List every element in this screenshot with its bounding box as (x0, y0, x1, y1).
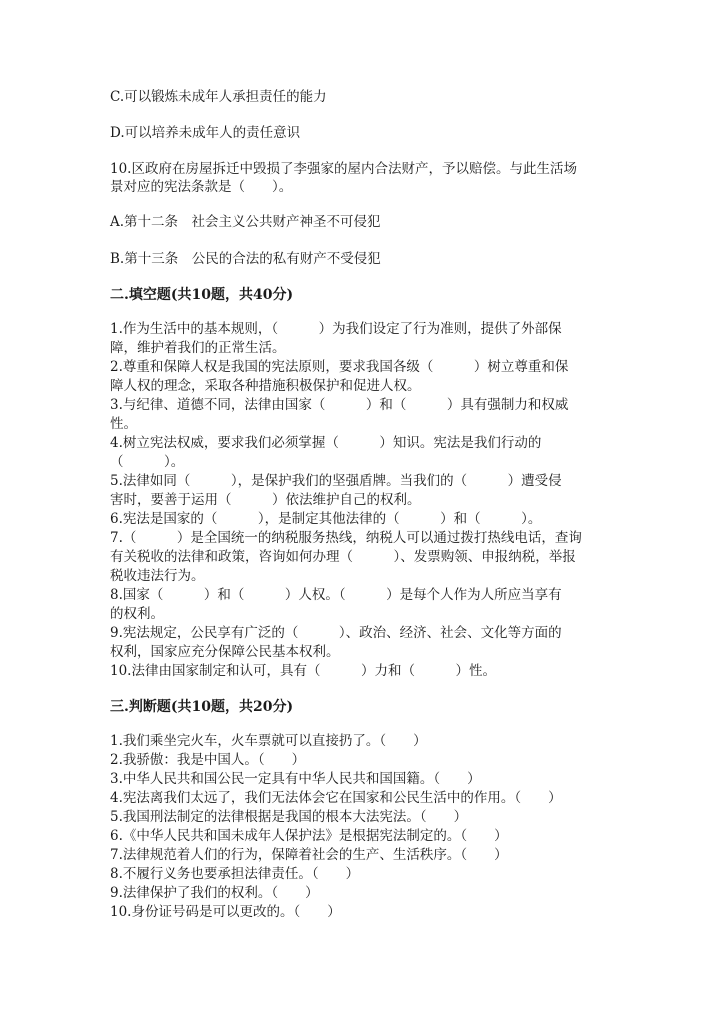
option-d: D.可以培养未成年人的责任意识 (110, 125, 301, 141)
question-10-line-1: 10.区政府在房屋拆迁中毁损了李强家的屋内合法财产，予以赔偿。与此生活场 (110, 161, 577, 177)
fill-line: 5.法律如同（ ），是保护我们的坚强盾牌。当我们的（ ）遭受侵 (110, 473, 562, 489)
fill-line: 性。 (110, 416, 137, 432)
judge-line: 4.宪法离我们太远了，我们无法体会它在国家和公民生活中的作用。（ ） (110, 790, 562, 806)
fill-line: 权利，国家应充分保障公民基本权利。 (110, 644, 340, 660)
section-3-title: 三.判断题(共10题，共20分) (110, 699, 294, 715)
fill-line: 障，维护着我们的正常生活。 (110, 340, 286, 356)
fill-line: 7.（ ）是全国统一的纳税服务热线，纳税人可以通过拨打热线电话，查询 (110, 530, 582, 546)
judge-line: 7.法律规范着人们的行为，保障着社会的生产、生活秩序。（ ） (110, 847, 508, 863)
judge-line: 3.中华人民共和国公民一定具有中华人民共和国国籍。（ ） (110, 771, 481, 787)
fill-line: 2.尊重和保障人权是我国的宪法原则，要求我国各级（ ）树立尊重和保 (110, 359, 569, 375)
fill-line: 4.树立宪法权威，要求我们必须掌握（ ）知识。宪法是我们行动的 (110, 435, 542, 451)
judge-line: 10.身份证号码是可以更改的。（ ） (110, 904, 341, 920)
fill-line: 的权利。 (110, 606, 164, 622)
fill-line: 害时，要善于运用（ ）依法维护自己的权利。 (110, 492, 421, 508)
fill-line: 税收违法行为。 (110, 568, 205, 584)
fill-line: 10.法律由国家制定和认可，具有（ ）力和（ ）性。 (110, 663, 496, 679)
question-10-line-2: 景对应的宪法条款是（ ）。 (110, 179, 293, 195)
section-2-title: 二.填空题(共10题，共40分) (110, 287, 294, 303)
judge-line: 1.我们乘坐完火车，火车票就可以直接扔了。（ ） (110, 733, 427, 749)
fill-line: 3.与纪律、道德不同，法律由国家（ ）和（ ）具有强制力和权威 (110, 397, 569, 413)
judge-line: 2.我骄傲：我是中国人。（ ） (110, 752, 306, 768)
judge-line: 8.不履行义务也要承担法律责任。（ ） (110, 866, 360, 882)
option-c: C.可以锻炼未成年人承担责任的能力 (110, 89, 327, 105)
fill-line: 9.宪法规定，公民享有广泛的（ ）、政治、经济、社会、文化等方面的 (110, 625, 562, 641)
fill-line: （ ）。 (110, 454, 185, 470)
fill-line: 有关税收的法律和政策，咨询如何办理（ ）、发票购领、申报纳税，举报 (110, 549, 576, 565)
option-b: B.第十三条 公民的合法的私有财产不受侵犯 (110, 251, 381, 267)
fill-line: 1.作为生活中的基本规则，（ ）为我们设定了行为准则，提供了外部保 (110, 321, 562, 337)
fill-line: 障人权的理念，采取各种措施积极保护和促进人权。 (110, 378, 421, 394)
judge-line: 6.《中华人民共和国未成年人保护法》是根据宪法制定的。（ ） (110, 828, 508, 844)
judge-line: 9.法律保护了我们的权利。（ ） (110, 885, 319, 901)
fill-line: 8.国家（ ）和（ ）人权。（ ）是每个人作为人所应当享有 (110, 587, 562, 603)
fill-line: 6.宪法是国家的（ ），是制定其他法律的（ ）和（ ）。 (110, 511, 542, 527)
judge-line: 5.我国刑法制定的法律根据是我国的根本大法宪法。（ ） (110, 809, 468, 825)
option-a: A.第十二条 社会主义公共财产神圣不可侵犯 (110, 214, 381, 230)
